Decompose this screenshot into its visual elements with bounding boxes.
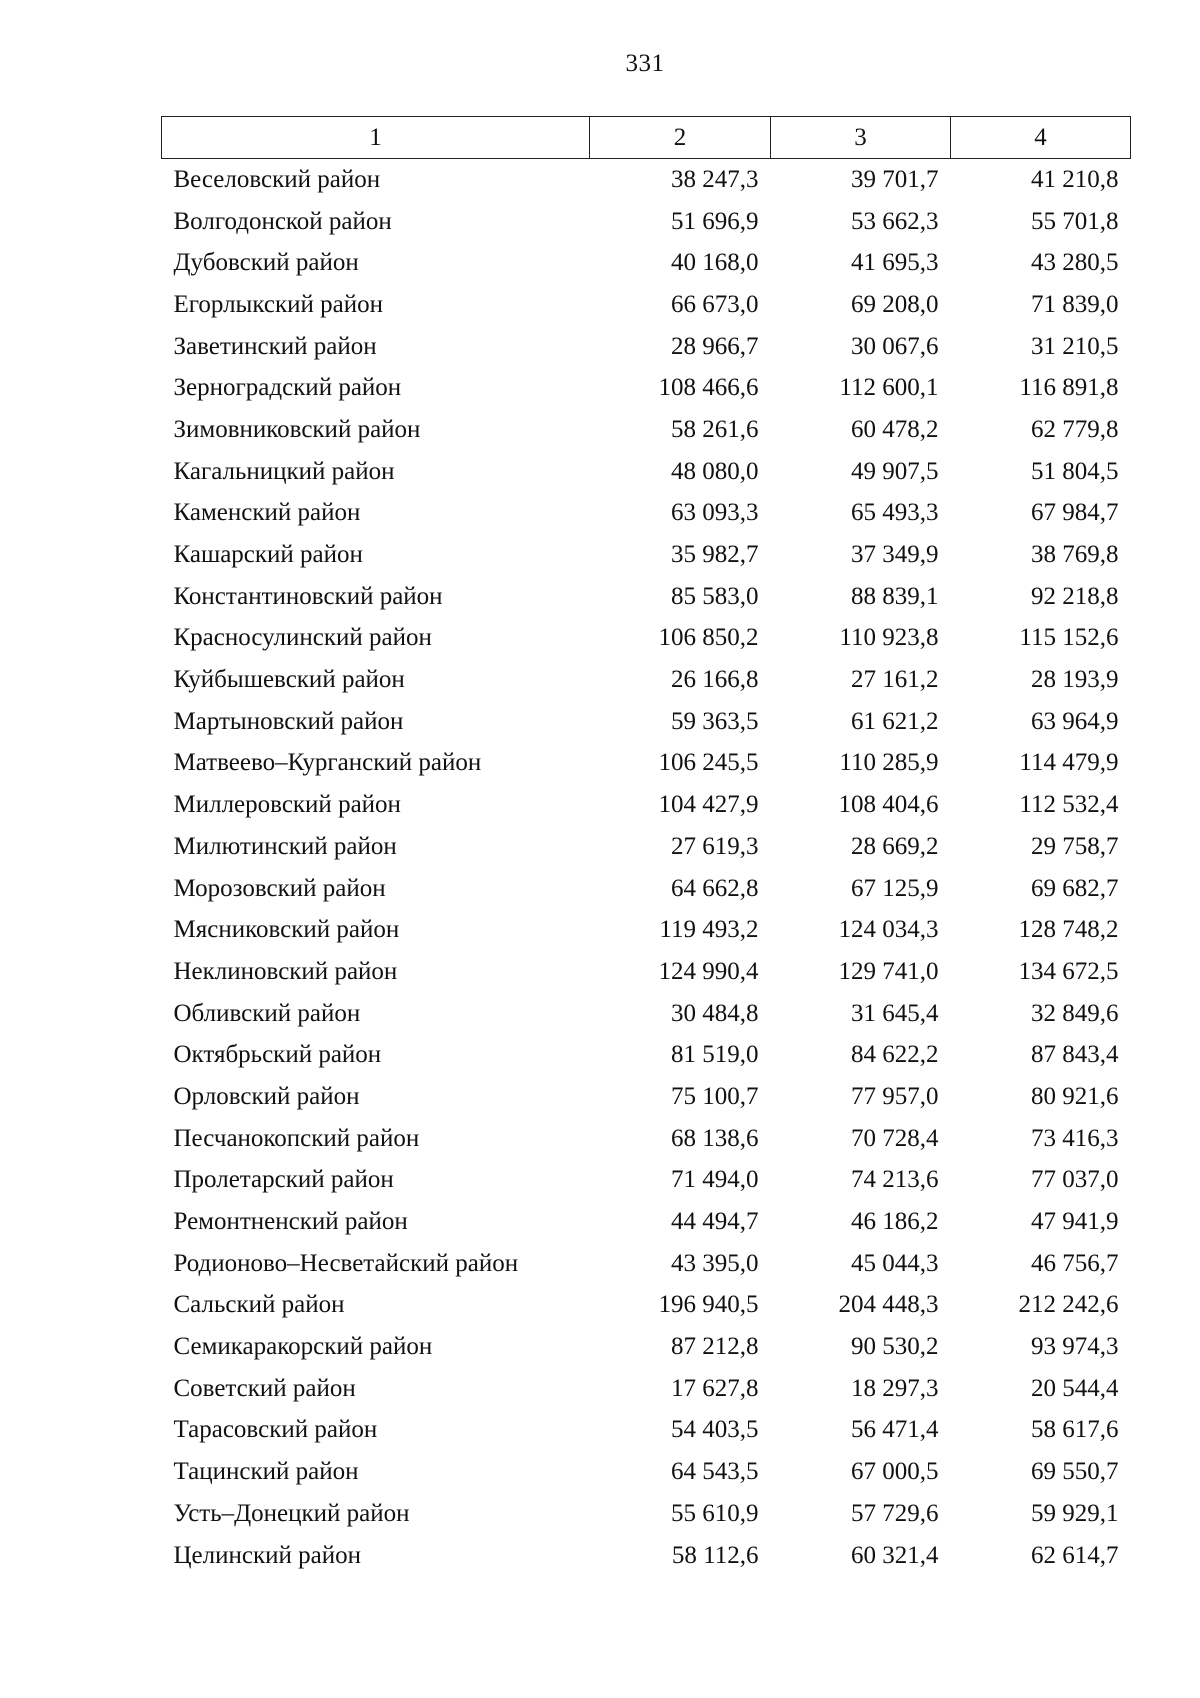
value-cell-col-4: 112 532,4 [1019, 791, 1119, 819]
value-cell-col-3: 60 321,4 [851, 1541, 939, 1569]
value-cell-col-2: 64 662,8 [671, 874, 759, 902]
value-cell-col-2: 38 247,3 [671, 165, 759, 193]
table-row [162, 1410, 1131, 1452]
value-cell-col-4: 29 758,7 [1031, 832, 1119, 860]
value-cell-col-2: 196 940,5 [658, 1291, 759, 1319]
district-name-cell: Зерноградский район [173, 374, 402, 402]
value-cell-col-4: 87 843,4 [1031, 1041, 1119, 1069]
value-cell-col-4: 93 974,3 [1031, 1333, 1119, 1361]
table-row [162, 1034, 1131, 1076]
value-cell-col-2: 106 245,5 [658, 749, 759, 777]
district-name-cell: Зимовниковский район [173, 415, 421, 443]
value-cell-col-4: 59 929,1 [1031, 1499, 1119, 1527]
district-name-cell: Неклиновский район [173, 957, 398, 985]
value-cell-col-2: 124 990,4 [658, 957, 759, 985]
value-cell-col-2: 71 494,0 [671, 1166, 759, 1194]
table-row [162, 284, 1131, 326]
value-cell-col-4: 71 839,0 [1031, 290, 1119, 318]
value-cell-col-3: 30 067,6 [851, 332, 939, 360]
value-cell-col-4: 31 210,5 [1031, 332, 1119, 360]
value-cell-col-4: 69 682,7 [1031, 874, 1119, 902]
value-cell-col-2: 108 466,6 [658, 374, 759, 402]
value-cell-col-2: 106 850,2 [658, 624, 759, 652]
district-name-cell: Сальский район [173, 1291, 345, 1319]
district-name-cell: Орловский район [173, 1082, 360, 1110]
value-cell-col-3: 129 741,0 [838, 957, 939, 985]
table-row [162, 1243, 1131, 1285]
table-body [162, 159, 1131, 1577]
value-cell-col-4: 69 550,7 [1031, 1458, 1119, 1486]
value-cell-col-3: 65 493,3 [851, 499, 939, 527]
district-name-cell: Константиновский район [173, 582, 443, 610]
value-cell-col-3: 204 448,3 [838, 1291, 939, 1319]
value-cell-col-3: 110 923,8 [839, 624, 939, 652]
value-cell-col-4: 28 193,9 [1031, 666, 1119, 694]
table-row [162, 576, 1131, 618]
value-cell-col-2: 104 427,9 [658, 791, 759, 819]
value-cell-col-2: 66 673,0 [671, 290, 759, 318]
value-cell-col-4: 212 242,6 [1018, 1291, 1119, 1319]
value-cell-col-3: 27 161,2 [851, 666, 939, 694]
value-cell-col-4: 116 891,8 [1019, 374, 1119, 402]
table-row [162, 1493, 1131, 1535]
header-cell-col-1: 1 [162, 117, 590, 159]
value-cell-col-4: 38 769,8 [1031, 541, 1119, 569]
table-row [162, 909, 1131, 951]
value-cell-col-3: 31 645,4 [851, 999, 939, 1027]
value-cell-col-3: 84 622,2 [851, 1041, 939, 1069]
district-name-cell: Обливский район [173, 999, 361, 1027]
value-cell-col-3: 110 285,9 [839, 749, 939, 777]
table-row [162, 201, 1131, 243]
table-row [162, 159, 1131, 201]
value-cell-col-4: 63 964,9 [1031, 707, 1119, 735]
value-cell-col-4: 20 544,4 [1031, 1374, 1119, 1402]
value-cell-col-3: 60 478,2 [851, 415, 939, 443]
table-row [162, 701, 1131, 743]
value-cell-col-4: 47 941,9 [1031, 1208, 1119, 1236]
table-row [162, 534, 1131, 576]
table-row [162, 1326, 1131, 1368]
value-cell-col-2: 64 543,5 [671, 1458, 759, 1486]
district-name-cell: Ремонтненский район [173, 1208, 408, 1236]
value-cell-col-3: 112 600,1 [839, 374, 939, 402]
value-cell-col-2: 40 168,0 [671, 249, 759, 277]
header-cell-col-2: 2 [590, 117, 771, 159]
district-name-cell: Матвеево–Курганский район [173, 749, 482, 777]
table-row [162, 1368, 1131, 1410]
district-name-cell: Красносулинский район [173, 624, 432, 652]
value-cell-col-3: 56 471,4 [851, 1416, 939, 1444]
table-row [162, 451, 1131, 493]
value-cell-col-4: 62 614,7 [1031, 1541, 1119, 1569]
header-cell-col-4: 4 [951, 117, 1131, 159]
table-row [162, 367, 1131, 409]
district-name-cell: Пролетарский район [173, 1166, 394, 1194]
value-cell-col-4: 55 701,8 [1031, 207, 1119, 235]
value-cell-col-3: 46 186,2 [851, 1208, 939, 1236]
value-cell-col-4: 43 280,5 [1031, 249, 1119, 277]
data-table [161, 116, 1131, 1576]
district-name-cell: Тарасовский район [173, 1416, 378, 1444]
value-cell-col-4: 62 779,8 [1031, 415, 1119, 443]
value-cell-col-3: 108 404,6 [838, 791, 939, 819]
value-cell-col-3: 49 907,5 [851, 457, 939, 485]
district-name-cell: Семикаракорский район [173, 1333, 433, 1361]
district-name-cell: Родионово–Несветайский район [173, 1249, 519, 1277]
value-cell-col-2: 68 138,6 [671, 1124, 759, 1152]
value-cell-col-4: 73 416,3 [1031, 1124, 1119, 1152]
district-name-cell: Песчанокопский район [173, 1124, 420, 1152]
value-cell-col-2: 75 100,7 [671, 1082, 759, 1110]
value-cell-col-3: 45 044,3 [851, 1249, 939, 1277]
district-name-cell: Кашарский район [173, 541, 363, 569]
table-row [162, 1451, 1131, 1493]
district-name-cell: Тацинский район [173, 1458, 359, 1486]
value-cell-col-2: 26 166,8 [671, 666, 759, 694]
value-cell-col-2: 27 619,3 [671, 832, 759, 860]
value-cell-col-2: 55 610,9 [671, 1499, 759, 1527]
value-cell-col-4: 46 756,7 [1031, 1249, 1119, 1277]
table-row [162, 409, 1131, 451]
value-cell-col-3: 67 000,5 [851, 1458, 939, 1486]
value-cell-col-2: 58 261,6 [671, 415, 759, 443]
district-name-cell: Целинский район [173, 1541, 361, 1569]
value-cell-col-2: 17 627,8 [671, 1374, 759, 1402]
district-name-cell: Милютинский район [173, 832, 397, 860]
value-cell-col-2: 85 583,0 [671, 582, 759, 610]
district-name-cell: Куйбышевский район [173, 666, 405, 694]
district-name-cell: Кагальницкий район [173, 457, 395, 485]
district-name-cell: Морозовский район [173, 874, 386, 902]
value-cell-col-4: 51 804,5 [1031, 457, 1119, 485]
value-cell-col-2: 81 519,0 [671, 1041, 759, 1069]
district-name-cell: Октябрьский район [173, 1041, 382, 1069]
value-cell-col-3: 41 695,3 [851, 249, 939, 277]
table-row [162, 659, 1131, 701]
value-cell-col-3: 28 669,2 [851, 832, 939, 860]
value-cell-col-3: 90 530,2 [851, 1333, 939, 1361]
value-cell-col-3: 61 621,2 [851, 707, 939, 735]
value-cell-col-2: 35 982,7 [671, 541, 759, 569]
value-cell-col-3: 37 349,9 [851, 541, 939, 569]
table-row [162, 242, 1131, 284]
value-cell-col-4: 41 210,8 [1031, 165, 1119, 193]
value-cell-col-2: 44 494,7 [671, 1208, 759, 1236]
value-cell-col-4: 77 037,0 [1031, 1166, 1119, 1194]
value-cell-col-4: 58 617,6 [1031, 1416, 1119, 1444]
table-row [162, 326, 1131, 368]
value-cell-col-2: 48 080,0 [671, 457, 759, 485]
table-row [162, 493, 1131, 535]
header-row [162, 117, 1131, 159]
table-row [162, 618, 1131, 660]
value-cell-col-4: 80 921,6 [1031, 1082, 1119, 1110]
header-cell-col-3: 3 [771, 117, 951, 159]
value-cell-col-3: 77 957,0 [851, 1082, 939, 1110]
value-cell-col-2: 119 493,2 [659, 916, 759, 944]
table-row [162, 1160, 1131, 1202]
value-cell-col-4: 32 849,6 [1031, 999, 1119, 1027]
value-cell-col-2: 54 403,5 [671, 1416, 759, 1444]
value-cell-col-2: 59 363,5 [671, 707, 759, 735]
table-row [162, 1076, 1131, 1118]
table-row [162, 1201, 1131, 1243]
value-cell-col-2: 51 696,9 [671, 207, 759, 235]
table-row [162, 1118, 1131, 1160]
table-header [162, 117, 1131, 159]
table-row [162, 1535, 1131, 1577]
district-name-cell: Веселовский район [173, 165, 381, 193]
value-cell-col-2: 63 093,3 [671, 499, 759, 527]
value-cell-col-4: 115 152,6 [1019, 624, 1119, 652]
district-name-cell: Егорлыкский район [173, 290, 383, 318]
value-cell-col-4: 67 984,7 [1031, 499, 1119, 527]
value-cell-col-3: 74 213,6 [851, 1166, 939, 1194]
district-name-cell: Дубовский район [173, 249, 359, 277]
value-cell-col-2: 58 112,6 [671, 1541, 759, 1569]
page-number: 331 [625, 50, 665, 77]
value-cell-col-3: 67 125,9 [851, 874, 939, 902]
value-cell-col-4: 92 218,8 [1031, 582, 1119, 610]
value-cell-col-3: 18 297,3 [851, 1374, 939, 1402]
district-name-cell: Мартыновский район [173, 707, 404, 735]
value-cell-col-2: 87 212,8 [671, 1333, 759, 1361]
table-row [162, 951, 1131, 993]
value-cell-col-4: 134 672,5 [1018, 957, 1119, 985]
district-name-cell: Миллеровский район [173, 791, 401, 819]
table-row [162, 1285, 1131, 1327]
value-cell-col-3: 69 208,0 [851, 290, 939, 318]
district-name-cell: Советский район [173, 1374, 356, 1402]
value-cell-col-3: 53 662,3 [851, 207, 939, 235]
district-name-cell: Усть–Донецкий район [173, 1499, 410, 1527]
value-cell-col-4: 128 748,2 [1018, 916, 1119, 944]
value-cell-col-3: 39 701,7 [851, 165, 939, 193]
value-cell-col-3: 124 034,3 [838, 916, 939, 944]
value-cell-col-2: 30 484,8 [671, 999, 759, 1027]
table-row [162, 868, 1131, 910]
value-cell-col-2: 43 395,0 [671, 1249, 759, 1277]
value-cell-col-3: 88 839,1 [851, 582, 939, 610]
table-row [162, 826, 1131, 868]
table-row [162, 743, 1131, 785]
district-name-cell: Каменский район [173, 499, 361, 527]
district-name-cell: Мясниковский район [173, 916, 400, 944]
value-cell-col-4: 114 479,9 [1019, 749, 1119, 777]
table-row [162, 784, 1131, 826]
value-cell-col-3: 57 729,6 [851, 1499, 939, 1527]
value-cell-col-3: 70 728,4 [851, 1124, 939, 1152]
value-cell-col-2: 28 966,7 [671, 332, 759, 360]
district-name-cell: Заветинский район [173, 332, 377, 360]
table-row [162, 993, 1131, 1035]
district-name-cell: Волгодонской район [173, 207, 392, 235]
